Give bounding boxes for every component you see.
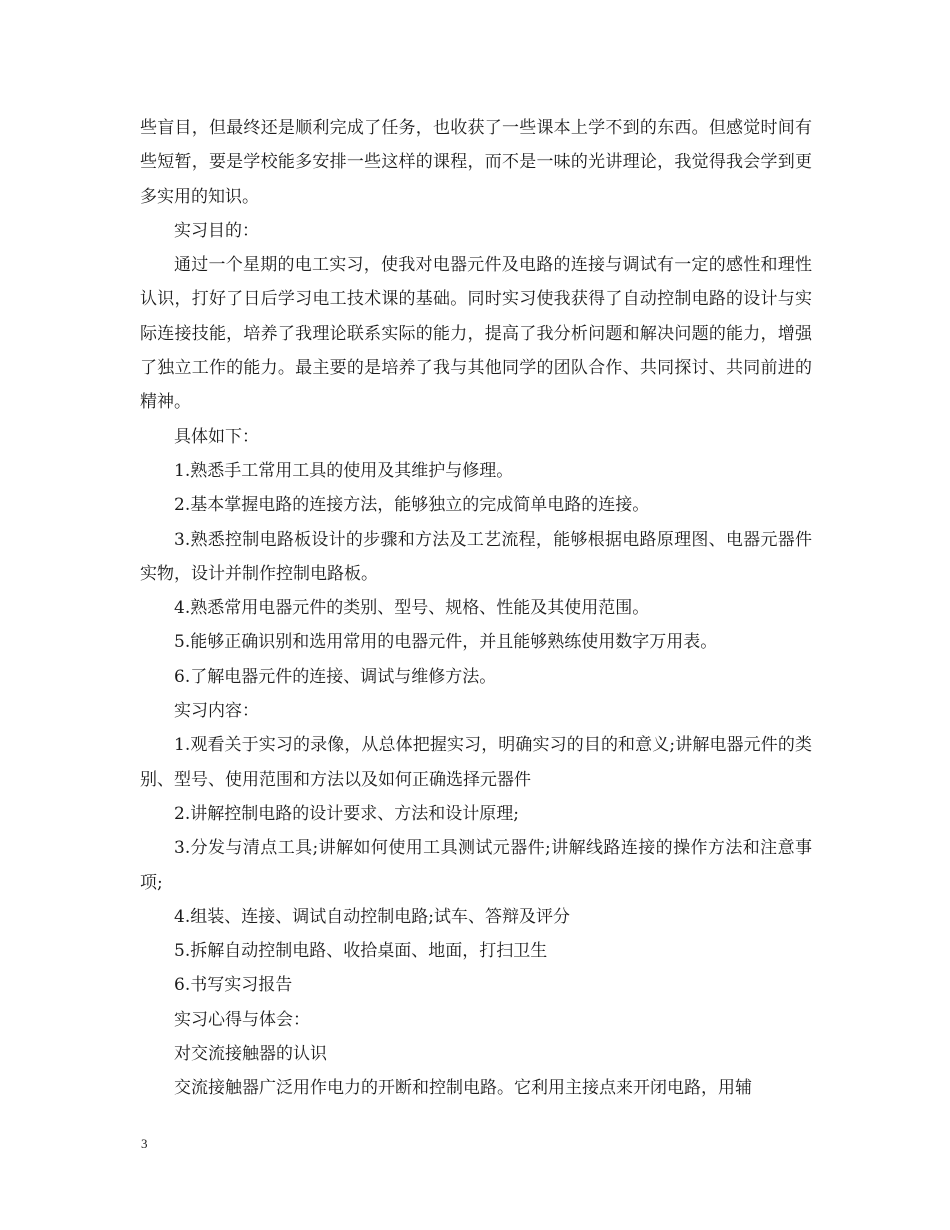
paragraph: 交流接触器广泛用作电力的开断和控制电路。它利用主接点来开闭电路，用辅 bbox=[174, 1078, 752, 1099]
list-item: 2.讲解控制电路的设计要求、方法和设计原理; bbox=[174, 803, 519, 824]
list-item: 4.熟悉常用电器元件的类别、型号、规格、性能及其使用范围。 bbox=[174, 598, 650, 619]
list-item: 6.书写实习报告 bbox=[174, 975, 293, 996]
document-body bbox=[140, 111, 812, 1106]
list-item: 5.能够正确识别和选用常用的电器元件，并且能够熟练使用数字万用表。 bbox=[174, 632, 718, 653]
paragraph: 通过一个星期的电工实习，使我对电器元件及电路的连接与调试有一定的感性和理性认识，打好了日后学习电工技术课的基础。同时实习使我获得了自动控制电路的设计与实际连接技能，培养了我理论联系实际的能力，提高了我分析问题和解决问题的能力，增强了独立工作的能力。最主要的是培养了我与其他同学的团队合作、共同探讨、共同前进的精神。 bbox=[140, 255, 812, 413]
section-heading-experience: 实习心得与体会： bbox=[174, 1009, 310, 1030]
section-heading-purpose: 实习目的： bbox=[174, 220, 259, 241]
section-heading-content: 实习内容： bbox=[174, 701, 259, 722]
section-heading-details: 具体如下： bbox=[174, 426, 259, 447]
subsection-heading: 对交流接触器的认识 bbox=[174, 1044, 327, 1065]
list-item: 2.基本掌握电路的连接方法，能够独立的完成简单电路的连接。 bbox=[174, 495, 650, 516]
list-item: 3.分发与清点工具;讲解如何使用工具测试元器件;讲解线路连接的操作方法和注意事项; bbox=[140, 838, 812, 893]
list-item: 5.拆解自动控制电路、收拾桌面、地面，打扫卫生 bbox=[174, 941, 548, 962]
list-item: 3.熟悉控制电路板设计的步骤和方法及工艺流程，能够根据电路原理图、电器元器件实物，设计并制作控制电路板。 bbox=[140, 529, 812, 584]
paragraph: 些盲目，但最终还是顺利完成了任务，也收获了一些课本上学不到的东西。但感觉时间有些短暂，要是学校能多安排一些这样的课程，而不是一味的光讲理论，我觉得我会学到更多实用的知识。 bbox=[140, 118, 812, 207]
list-item: 4.组装、连接、调试自动控制电路;试车、答辩及评分 bbox=[174, 906, 570, 927]
list-item: 1.观看关于实习的录像，从总体把握实习，明确实习的目的和意义;讲解电器元件的类别、型号、使用范围和方法以及如何正确选择元器件 bbox=[140, 735, 812, 790]
page-number: 3 bbox=[141, 1136, 148, 1151]
list-item: 1.熟悉手工常用工具的使用及其维护与修理。 bbox=[174, 460, 514, 481]
list-item: 6.了解电器元件的连接、调试与维修方法。 bbox=[174, 666, 497, 687]
